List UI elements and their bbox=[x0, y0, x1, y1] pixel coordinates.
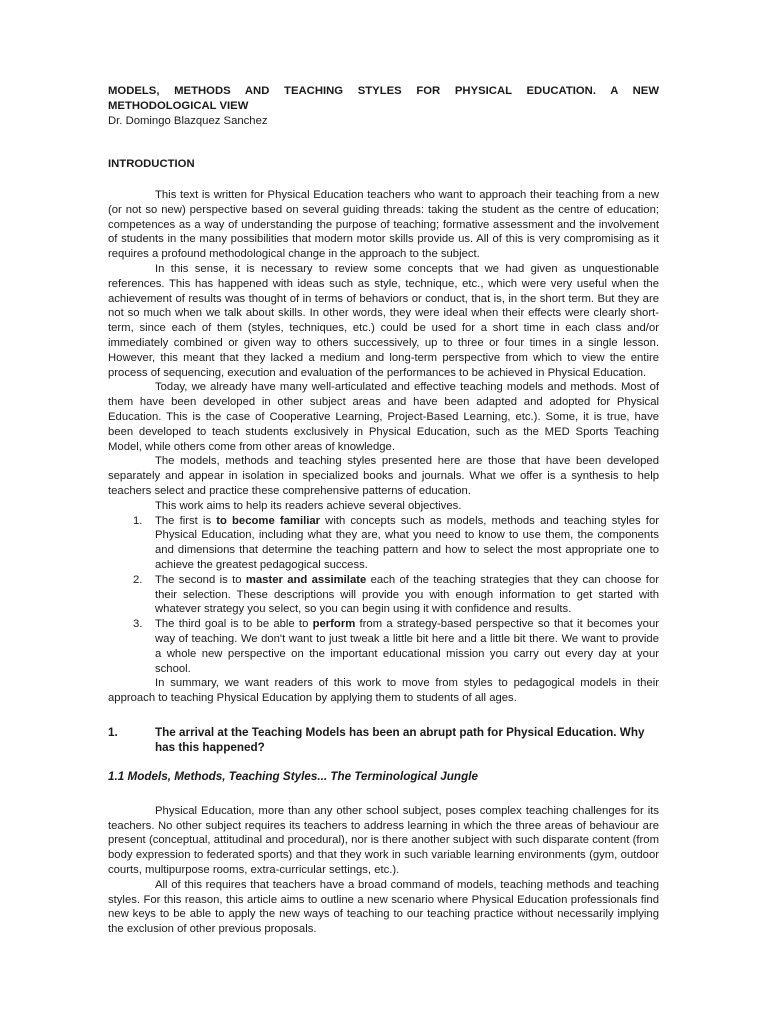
section-title: The arrival at the Teaching Models has been an abrupt path for Physical Education. Why has this happened? bbox=[155, 725, 645, 754]
intro-paragraph-4: The models, methods and teaching styles presented here are those that have been developed separately and appear in isolation in specialized books and journals. What we offer is a synthesis to help teachers select and practice these comprehensive patterns of education. bbox=[108, 455, 659, 497]
summary-paragraph: In summary, we want readers of this work to move from styles to pedagogical models in their approach to teaching Physical Education by applying them to students of all ages. bbox=[108, 677, 659, 705]
author-name: Dr. Domingo Blazquez Sanchez bbox=[108, 115, 268, 127]
objective-number: 3. bbox=[133, 618, 143, 631]
objective-text: The second is to bbox=[155, 573, 246, 586]
document-title: MODELS, METHODS AND TEACHING STYLES FOR PHYSICAL EDUCATION. A NEW METHODOLOGICAL VIEW bbox=[108, 85, 659, 112]
intro-paragraph-1: This text is written for Physical Education teachers who want to approach their teaching from a new (or not so new) perspective based on several guiding threads: taking the student as the centre of education; competences as a way of understanding the purpose of teaching; formative assessment and the involvement of students in the many possibilities that modern motor skills provide us. All of this is very compromising as it requires a profound methodological change in the approach to the subject. bbox=[108, 189, 659, 261]
section-paragraph-1: Physical Education, more than any other school subject, poses complex teaching challenges for its teachers. No other subject requires its teachers to address learning in which the three areas of behaviour are present (conceptual, attitudinal and procedural), nor is there another subject with such disparate content (from body expression to federated sports) and that they work in such variable learning environments (gym, outdoor courts, multipurpose rooms, extra-curricular settings, etc.). bbox=[108, 804, 659, 877]
objective-text: with concepts such as models, methods and teaching styles for Physical Education, including what they are, what you need to know to use them, the components and dimensions that determine the teaching pattern and how to select the most appropriate one to achieve the greatest pedagogical success. bbox=[155, 514, 659, 571]
section-number: 1. bbox=[108, 725, 118, 739]
objective-number: 2. bbox=[133, 573, 143, 586]
intro-paragraph-3: Today, we already have many well-articulated and effective teaching models and methods. Most of them have been developed in other subject areas and have been adapted and adopted for Physical Education. This is the case of Cooperative Learning, Project-Based Learning, etc.). Some, it is true, have been developed to teach students exclusively in Physical Education, such as the MED Sports Teaching Model, while others come from other areas of knowledge. bbox=[108, 381, 659, 453]
objective-text: from a strategy-based perspective so that it becomes your way of teaching. We don't want to just tweak a little bit here and a little bit there. We want to provide a whole new perspective on the important educational mission you carry out every day at your school. bbox=[155, 618, 659, 675]
intro-paragraph-5: This work aims to help its readers achieve several objectives. bbox=[155, 499, 462, 512]
document-page bbox=[108, 84, 659, 937]
objective-number: 1. bbox=[133, 514, 143, 527]
objective-emphasis: to become familiar bbox=[216, 514, 321, 527]
introduction-heading: INTRODUCTION bbox=[108, 157, 195, 170]
section-heading bbox=[108, 725, 659, 755]
objective-emphasis: perform bbox=[312, 618, 356, 631]
objective-text: The third goal is to be able to bbox=[155, 618, 313, 631]
objective-emphasis: master and assimilate bbox=[245, 573, 367, 586]
objectives-list bbox=[108, 514, 659, 677]
subsection-heading: 1.1 Models, Methods, Teaching Styles... The Terminological Jungle bbox=[108, 769, 478, 783]
objective-text: The first is bbox=[155, 514, 217, 527]
objective-item bbox=[108, 514, 659, 573]
objective-text: each of the teaching strategies that they can choose for their selection. These descriptions will provide you with enough information to get started with whatever strategy you select, so you can begin using it with confidence and results. bbox=[155, 573, 659, 616]
intro-paragraph-2: In this sense, it is necessary to review some concepts that we had given as unquestionable references. This has happened with ideas such as style, technique, etc., which were very useful when the achievement of results was thought of in terms of behaviors or conduct, that is, in the short term. But they are not so much when we talk about skills. In other words, they were ideal when their effects were clearly short-term, since each of them (styles, techniques, etc.) could be used for a short time in each class and/or immediately combined or given way to others successively, up to three or four times in a single lesson. However, this meant that they lacked a medium and long-term perspective from which to view the entire process of sequencing, execution and evaluation of the performances to be achieved in Physical Education. bbox=[108, 262, 659, 379]
objective-item bbox=[108, 617, 659, 676]
objective-item bbox=[108, 573, 659, 617]
section-paragraph-2: All of this requires that teachers have a broad command of models, teaching methods and teaching styles. For this reason, this article aims to outline a new scenario where Physical Education professionals find new keys to be able to apply the new ways of teaching to our teaching practice without necessarily implying the exclusion of other previous proposals. bbox=[108, 878, 659, 936]
